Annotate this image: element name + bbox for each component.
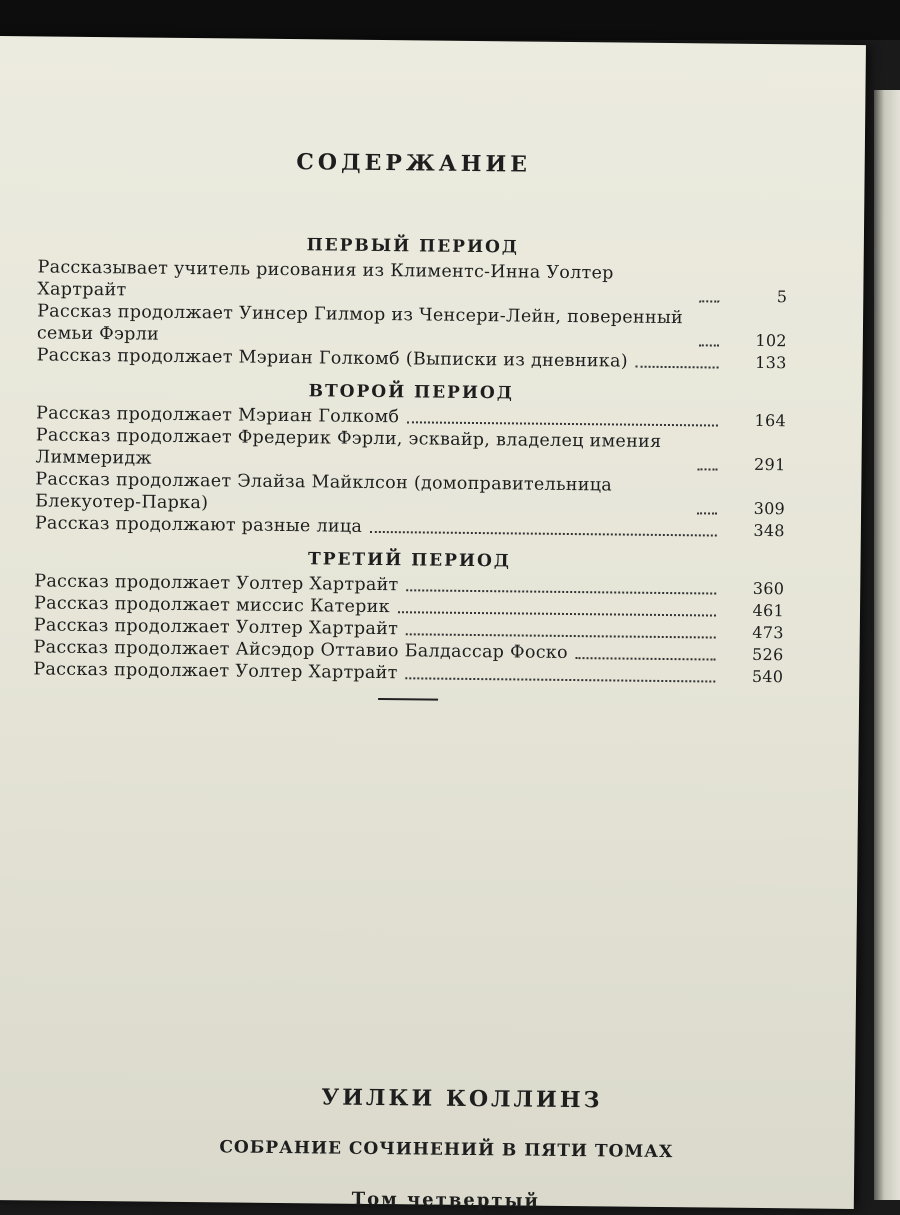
- toc-entry-text: Рассказ продолжает Уолтер Хартрайт: [33, 659, 398, 684]
- dot-leader: [699, 344, 719, 346]
- toc-page-number: 164: [754, 410, 787, 431]
- book-page-edge: [874, 90, 900, 1200]
- toc-page-number: 5: [776, 287, 788, 307]
- toc-entry: [37, 256, 787, 308]
- toc-entry-text: Рассказ продолжает Уинсер Гилмор из Ченсери-Лейн, поверенный семьи Фэрли: [36, 301, 684, 345]
- toc-page-number: 102: [755, 330, 787, 351]
- divider-rule: [378, 698, 438, 701]
- contents-title: СОДЕРЖАНИЕ: [296, 149, 532, 178]
- toc-entry: [35, 424, 785, 476]
- dot-leader: [636, 366, 719, 369]
- dot-leader: [697, 512, 717, 514]
- period-heading: ПЕРВЫЙ ПЕРИОД: [306, 235, 520, 258]
- toc-page-number: 461: [752, 600, 785, 621]
- toc-page-number: 360: [752, 578, 785, 599]
- background-top: [0, 0, 900, 40]
- toc-entry-text: Рассказывает учитель рисования из Климентс-Инна Уолтер Хартрайт: [37, 257, 614, 301]
- dot-leader: [699, 300, 719, 302]
- toc-entry: [37, 300, 787, 352]
- period-section: [33, 546, 785, 704]
- dot-leader: [398, 611, 716, 616]
- series-title: СОБРАНИЕ СОЧИНЕНИЙ В ПЯТИ ТОМАХ: [219, 1137, 674, 1163]
- toc-entry-text: Рассказ продолжает Мэриан Голкомб: [35, 403, 400, 428]
- dot-leader: [697, 468, 717, 470]
- table-of-contents: [33, 146, 789, 716]
- toc-page-number: 291: [754, 454, 786, 475]
- toc-entry-text: Рассказ продолжает Уолтер Хартрайт: [33, 615, 399, 640]
- toc-entry-text: Рассказ продолжает Элайза Майклсон (домоправительница Блекуотер-Парка): [35, 469, 613, 514]
- toc-page-number: 309: [753, 498, 786, 519]
- period-section: [37, 232, 788, 374]
- book-page: [0, 36, 866, 1212]
- period-heading: ВТОРОЙ ПЕРИОД: [308, 381, 514, 404]
- toc-entry-text: Рассказ продолжает Мэриан Голкомб (Выписки из дневника): [36, 345, 629, 372]
- author-name: УИЛКИ КОЛЛИНЗ: [321, 1084, 603, 1114]
- toc-entry-text: Рассказ продолжает Уолтер Хартрайт: [34, 571, 399, 596]
- volume-label: Том четвертый: [351, 1188, 541, 1212]
- toc-page-number: 473: [752, 622, 784, 643]
- dot-leader: [406, 677, 716, 682]
- dot-leader: [576, 657, 716, 660]
- toc-page-number: 348: [753, 520, 785, 541]
- period-heading: ТРЕТИЙ ПЕРИОД: [307, 549, 512, 572]
- dot-leader: [370, 531, 717, 537]
- toc-page-number: 540: [751, 666, 784, 687]
- toc-entry-text: Рассказ продолжает миссис Катерик: [33, 593, 391, 618]
- toc-entry-text: Рассказ продолжают разные лица: [34, 513, 363, 537]
- toc-page-number: 133: [755, 352, 787, 373]
- toc-entry-text: Рассказ продолжает Фредерик Фэрли, эсквайр, владелец имения Лиммеридж: [35, 425, 662, 469]
- book-imprint: [0, 1081, 855, 1215]
- dot-leader: [406, 633, 716, 638]
- period-section: [35, 378, 787, 542]
- dot-leader: [407, 589, 717, 594]
- toc-entry-text: Рассказ продолжает Айсэдор Оттавио Балдассар Фоско: [33, 637, 569, 663]
- toc-entry: [35, 468, 785, 520]
- dot-leader: [407, 421, 718, 426]
- toc-page-number: 526: [752, 644, 784, 665]
